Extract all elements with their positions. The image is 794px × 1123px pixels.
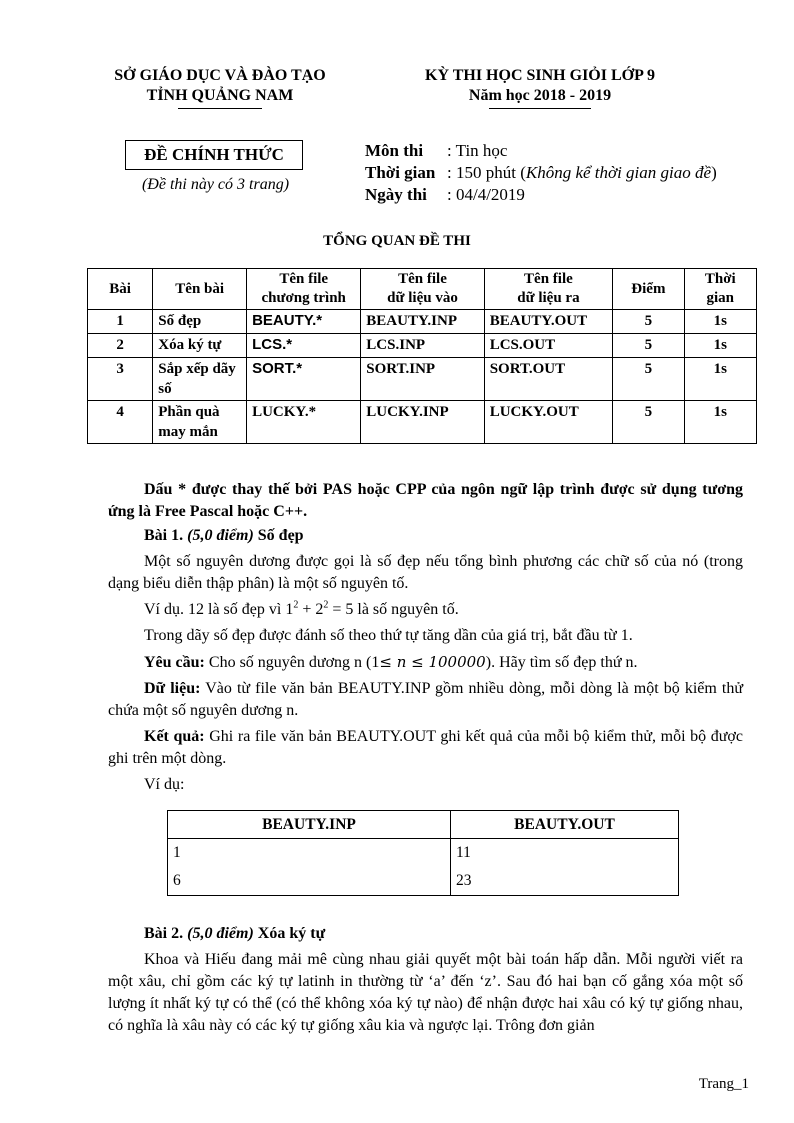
subject-value: : Tin học — [447, 141, 508, 160]
col-header: Tên file dữ liệu ra — [484, 269, 612, 310]
date-label: Ngày thi — [365, 185, 427, 204]
col-header: Tên file chương trình — [247, 269, 361, 310]
problem2-section — [108, 923, 743, 1037]
table-row — [168, 867, 679, 896]
col-header: BEAUTY.INP — [168, 811, 451, 839]
cell-time: 1s — [684, 310, 756, 334]
language-note — [108, 479, 743, 523]
department-name: SỞ GIÁO DỤC VÀ ĐÀO TẠO — [114, 67, 326, 84]
input-cell: 6 — [168, 867, 451, 896]
cell-prog: LUCKY.* — [247, 401, 361, 444]
overview-header-row — [88, 269, 757, 310]
subject-label: Môn thi — [365, 141, 424, 160]
col-header: Bài — [88, 269, 153, 310]
cell-prog: LCS.* — [247, 334, 361, 358]
col-header: Điểm — [613, 269, 684, 310]
cell-prog: SORT.* — [247, 358, 361, 401]
official-exam-box: ĐỀ CHÍNH THỨC — [125, 140, 303, 170]
overview-title: TỔNG QUAN ĐỀ THI — [323, 233, 471, 249]
table-row — [88, 401, 757, 444]
cell-output: LCS.OUT — [484, 334, 612, 358]
cell-input: LCS.INP — [361, 334, 484, 358]
cell-score: 5 — [613, 310, 684, 334]
problem2-description: Khoa và Hiếu đang mải mê cùng nhau giải quyết một bài toán hấp dẫn. Mỗi người viết ra một xâu, chỉ gồm các ký tự latinh in thường từ ‘a’ đến ‘z’. Sau đó hai bạn cố gắng xóa một số lượng ít nhất ký tự có thể (có thể không xóa ký tự nào) để nhận được hai xâu có ký tự giống nhau, có nghĩa là xâu này có các ký tự giống xâu kia và ngược lại. Trông đơn giản — [108, 951, 743, 1034]
cell-output: SORT.OUT — [484, 358, 612, 401]
date-value: : 04/4/2019 — [447, 185, 525, 204]
cell-name: Sắp xếp dãy số — [153, 358, 247, 401]
time-label: Thời gian — [365, 163, 436, 182]
cell-name: Phần quà may mắn — [153, 401, 247, 444]
exam-info — [365, 140, 717, 206]
cell-time: 1s — [684, 334, 756, 358]
cell-score: 5 — [613, 358, 684, 401]
example-table — [167, 810, 679, 896]
cell-score: 5 — [613, 334, 684, 358]
cell-no: 2 — [88, 334, 153, 358]
problem1-heading: Bài 1. (5,0 điểm) Số đẹp — [144, 527, 304, 544]
problem1-requirement: Yêu cầu: Cho số nguyên dương n (1≤ n ≤ 100000). Hãy tìm số đẹp thứ n. — [144, 653, 638, 671]
input-cell: 1 — [168, 839, 451, 868]
exam-header — [400, 66, 680, 109]
table-row — [88, 358, 757, 401]
col-header: Tên bài — [153, 269, 247, 310]
problem1-section — [108, 525, 743, 796]
cell-input: SORT.INP — [361, 358, 484, 401]
table-row — [88, 310, 757, 334]
cell-input: LUCKY.INP — [361, 401, 484, 444]
output-cell: 11 — [451, 839, 679, 868]
cell-output: BEAUTY.OUT — [484, 310, 612, 334]
cell-name: Xóa ký tự — [153, 334, 247, 358]
problem1-ordering: Trong dãy số đẹp được đánh số theo thứ tự tăng dần của giá trị, bắt đầu từ 1. — [144, 627, 633, 644]
table-row — [168, 839, 679, 868]
col-header: Tên file dữ liệu vào — [361, 269, 484, 310]
problem1-example: Ví dụ. 12 là số đẹp vì $1^2 + 2^2 = 5$ là số nguyên tố. — [144, 599, 459, 618]
school-year: Năm học 2018 - 2019 — [468, 87, 612, 104]
col-header: BEAUTY.OUT — [451, 811, 679, 839]
cell-score: 5 — [613, 401, 684, 444]
problem1-definition: Một số nguyên dương được gọi là số đẹp nếu tổng bình phương các chữ số của nó (trong dạng biểu diễn thập phân) là một số nguyên tố. — [108, 553, 743, 592]
pages-note: (Đề thi này có 3 trang) — [141, 176, 290, 193]
header-underline — [489, 108, 591, 109]
problem2-heading: Bài 2. (5,0 điểm) Xóa ký tự — [144, 925, 326, 942]
cell-no: 3 — [88, 358, 153, 401]
col-header: Thời gian — [684, 269, 756, 310]
header-underline — [178, 108, 262, 109]
department-header — [100, 66, 340, 109]
problem1-example-label: Ví dụ: — [144, 776, 185, 793]
page-number: Trang_1 — [698, 1076, 749, 1092]
table-row — [88, 334, 757, 358]
cell-time: 1s — [684, 358, 756, 401]
cell-output: LUCKY.OUT — [484, 401, 612, 444]
cell-time: 1s — [684, 401, 756, 444]
output-cell: 23 — [451, 867, 679, 896]
cell-input: BEAUTY.INP — [361, 310, 484, 334]
problem1-input: Dữ liệu: Vào từ file văn bản BEAUTY.INP gồm nhiều dòng, mỗi dòng là một bộ kiểm thử chứa một số nguyên dương n. — [108, 680, 744, 719]
problem1-output: Kết quả: Ghi ra file văn bản BEAUTY.OUT ghi kết quả của mỗi bộ kiểm thử, mỗi bộ được ghi trên một dòng. — [108, 728, 743, 767]
overview-table — [87, 268, 757, 444]
example-header-row — [168, 811, 679, 839]
cell-no: 1 — [88, 310, 153, 334]
cell-prog: BEAUTY.* — [247, 310, 361, 334]
cell-name: Số đẹp — [153, 310, 247, 334]
time-value: : 150 phút (Không kể thời gian giao đề) — [447, 163, 717, 182]
cell-no: 4 — [88, 401, 153, 444]
province-name: TỈNH QUẢNG NAM — [146, 87, 294, 104]
exam-name: KỲ THI HỌC SINH GIỎI LỚP 9 — [425, 67, 655, 84]
note-text: Dấu * được thay thế bởi PAS hoặc CPP của ngôn ngữ lập trình được sử dụng tương ứng là Free Pascal hoặc C++. — [108, 481, 743, 520]
